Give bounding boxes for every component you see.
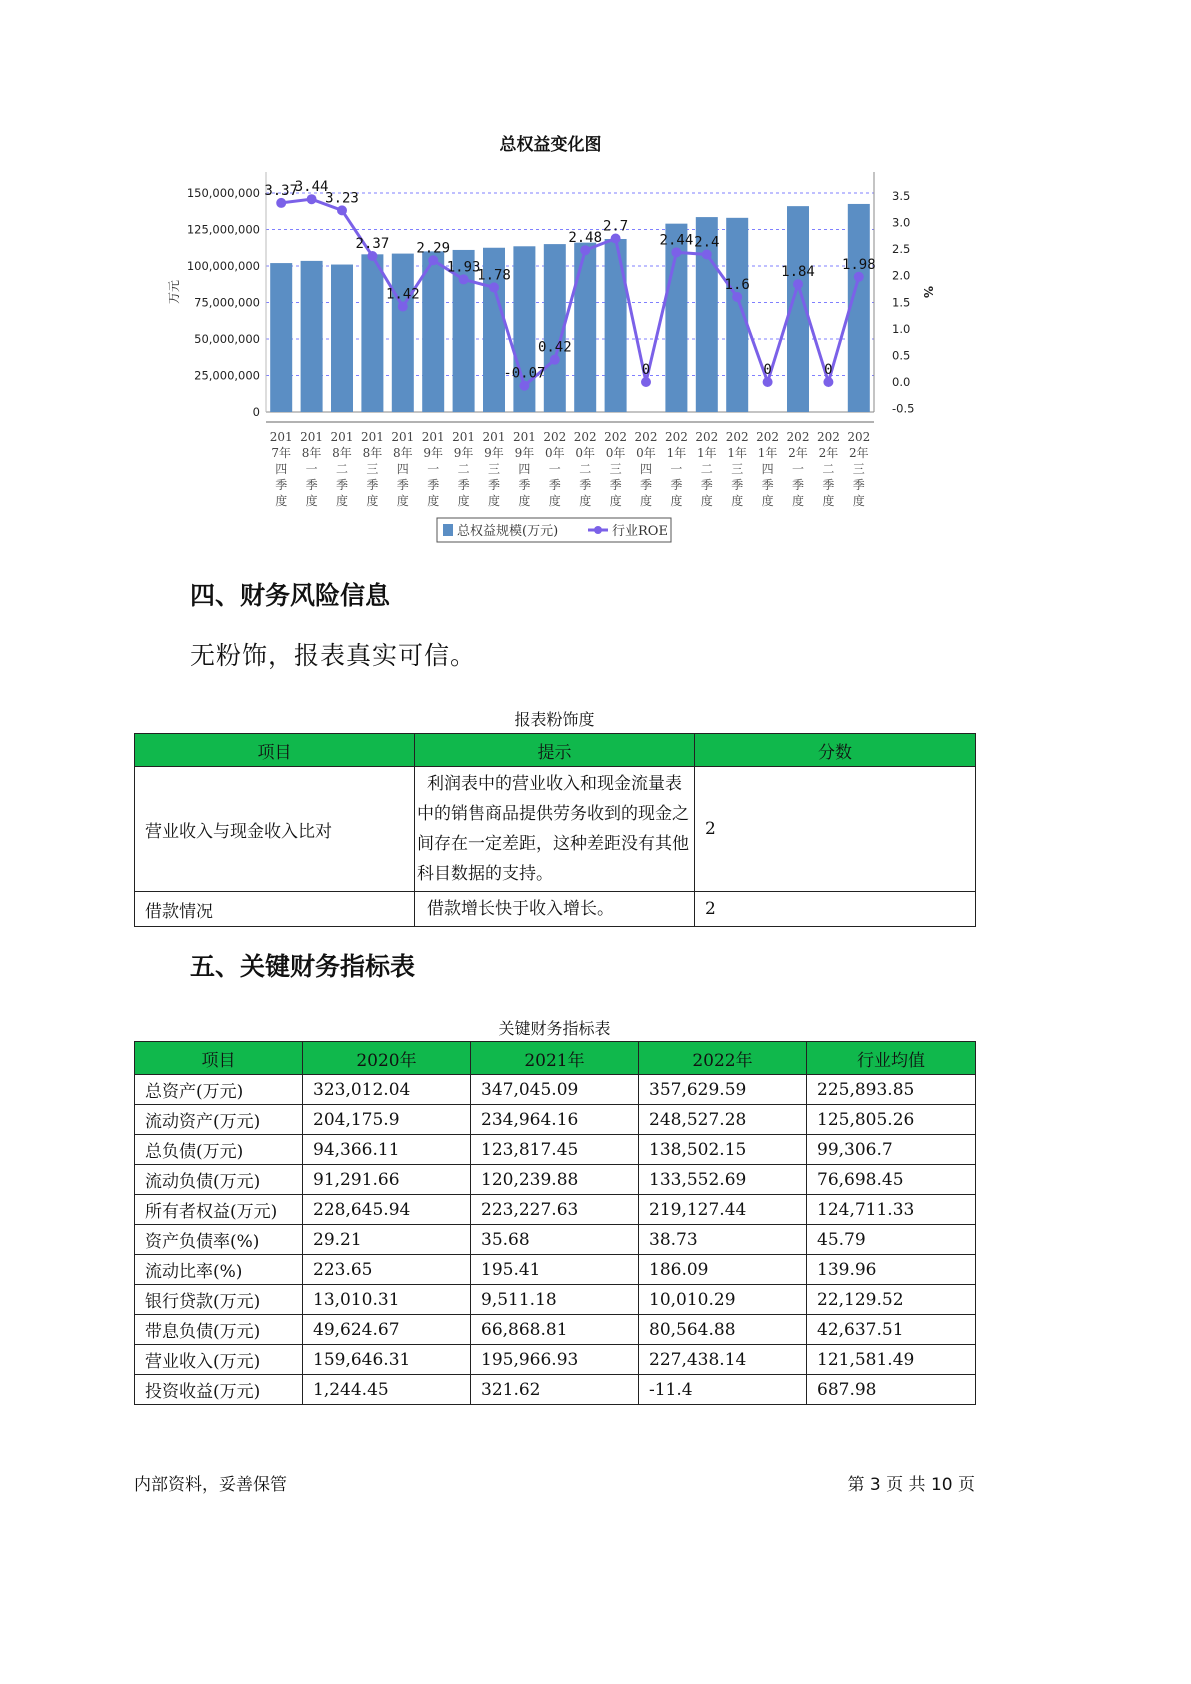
kpi-value: 323,012.04 xyxy=(303,1075,471,1105)
x-tick-label: 8年 xyxy=(362,446,383,460)
x-tick-label: 季 xyxy=(791,478,805,492)
risk-table xyxy=(134,733,976,927)
bar xyxy=(331,265,353,412)
risk-table-header xyxy=(135,734,976,767)
y2-tick-label: 1.0 xyxy=(892,321,911,336)
bar xyxy=(270,263,292,412)
risk-table-caption: 报表粉饰度 xyxy=(514,710,595,729)
x-tick-label: 季 xyxy=(396,478,409,492)
x-tick-label: 201 xyxy=(512,430,536,444)
y-tick-label: 125,000,000 xyxy=(186,222,260,237)
x-tick-label: 2年 xyxy=(848,446,869,460)
page-suffix: 页 xyxy=(958,1475,975,1495)
table-row xyxy=(135,767,976,892)
roe-point xyxy=(641,377,651,387)
x-tick-label: 0年 xyxy=(605,446,626,460)
x-tick-label: 202 xyxy=(816,430,840,444)
x-tick-label: 季 xyxy=(427,478,440,492)
roe-data-label: 2.29 xyxy=(416,240,451,257)
roe-point xyxy=(763,377,773,387)
y2-tick-label: 2.0 xyxy=(892,268,911,283)
kpi-value: 139.96 xyxy=(807,1255,976,1285)
y-tick-label: 0 xyxy=(252,405,260,419)
legend-bar-label: 总权益规模(万元) xyxy=(457,524,559,539)
kpi-value: 195.41 xyxy=(471,1255,639,1285)
x-tick-label: 度 xyxy=(548,494,561,508)
x-tick-label: 季 xyxy=(822,478,835,492)
x-tick-label: 9年 xyxy=(453,446,474,460)
x-tick-label: 季 xyxy=(761,478,774,492)
x-tick-label: 一 xyxy=(427,462,440,476)
roe-data-label: 2.4 xyxy=(694,234,720,251)
roe-data-label: 1.93 xyxy=(446,259,481,276)
x-tick-label: 三 xyxy=(487,462,501,476)
x-tick-label: 202 xyxy=(847,430,871,444)
x-tick-label: 202 xyxy=(695,430,719,444)
x-tick-label: 201 xyxy=(300,430,324,444)
kpi-value: 138,502.15 xyxy=(639,1135,807,1165)
kpi-value: 22,129.52 xyxy=(807,1285,976,1315)
roe-data-label: 0 xyxy=(824,362,833,378)
table-row xyxy=(135,1225,976,1255)
x-tick-label: 季 xyxy=(518,478,531,492)
footer-page-number xyxy=(848,1470,976,1495)
roe-data-label: 3.23 xyxy=(325,190,359,207)
table-row xyxy=(135,1135,976,1165)
x-tick-label: 度 xyxy=(761,494,774,508)
kpi-value: 35.68 xyxy=(471,1225,639,1255)
kpi-value: 10,010.29 xyxy=(639,1285,807,1315)
risk-header-hint: 提示 xyxy=(415,734,695,767)
roe-data-label: 0.42 xyxy=(537,339,572,356)
x-tick-label: 四 xyxy=(275,462,288,476)
y-tick-label: 50,000,000 xyxy=(194,332,260,346)
y-tick-label: 25,000,000 xyxy=(194,368,260,383)
kpi-value: 76,698.45 xyxy=(807,1165,976,1195)
x-tick-label: 0年 xyxy=(636,446,656,460)
roe-point xyxy=(550,355,560,365)
kpi-value: 13,010.31 xyxy=(303,1285,471,1315)
x-tick-label: 9年 xyxy=(514,446,535,460)
roe-point xyxy=(732,292,742,302)
risk-header-item: 项目 xyxy=(135,734,415,767)
table-row xyxy=(135,1285,976,1315)
x-tick-label: 二 xyxy=(700,462,713,476)
kpi-item: 流动负债(万元) xyxy=(135,1165,303,1195)
x-tick-label: 201 xyxy=(421,430,445,444)
kpi-table xyxy=(134,1041,976,1405)
risk-header-score: 分数 xyxy=(695,734,976,767)
x-tick-label: 202 xyxy=(604,430,628,444)
kpi-value: 234,964.16 xyxy=(471,1105,639,1135)
x-tick-label: 202 xyxy=(725,430,749,444)
y2-tick-label: 2.5 xyxy=(892,242,911,257)
kpi-value: 227,438.14 xyxy=(639,1345,807,1375)
kpi-table-caption: 关键财务指标表 xyxy=(498,1019,611,1038)
kpi-value: 347,045.09 xyxy=(471,1075,639,1105)
roe-data-label: -0.07 xyxy=(503,365,546,382)
risk-item: 营业收入与现金收入比对 xyxy=(135,767,415,892)
roe-point xyxy=(580,245,590,255)
x-tick-label: 季 xyxy=(366,478,379,492)
x-tick-label: 季 xyxy=(579,478,592,492)
x-tick-label: 1年 xyxy=(757,446,778,460)
x-tick-label: 201 xyxy=(360,430,384,444)
y2-axis-title: % xyxy=(921,285,935,299)
roe-point xyxy=(398,302,408,312)
x-tick-label: 度 xyxy=(579,494,592,508)
x-tick-label: 8年 xyxy=(392,446,413,460)
x-tick-label: 度 xyxy=(639,494,653,508)
kpi-value: 120,239.88 xyxy=(471,1165,639,1195)
x-tick-label: 度 xyxy=(518,494,531,508)
kpi-value: 321.62 xyxy=(471,1375,639,1405)
kpi-table-header xyxy=(135,1042,976,1075)
roe-data-label: 0 xyxy=(641,362,651,378)
x-tick-label: 8年 xyxy=(332,446,352,460)
x-tick-label: 202 xyxy=(573,430,597,444)
kpi-value: 159,646.31 xyxy=(303,1345,471,1375)
page-prefix: 第 xyxy=(847,1475,865,1495)
bar xyxy=(574,243,596,412)
x-tick-label: 202 xyxy=(664,430,688,444)
kpi-item: 流动比率(%) xyxy=(135,1255,303,1285)
legend-line-label: 行业ROE xyxy=(612,524,668,539)
x-tick-label: 0年 xyxy=(575,446,596,460)
kpi-value: 357,629.59 xyxy=(639,1075,807,1105)
x-tick-label: 202 xyxy=(634,430,658,444)
kpi-item: 资产负债率(%) xyxy=(135,1225,303,1255)
roe-data-label: 2.37 xyxy=(355,236,390,253)
y2-tick-label: 3.5 xyxy=(892,189,911,203)
table-row xyxy=(135,1075,976,1105)
x-tick-label: 季 xyxy=(457,478,470,492)
x-tick-label: 四 xyxy=(518,462,531,476)
kpi-value: 223,227.63 xyxy=(471,1195,639,1225)
bar xyxy=(422,251,444,412)
x-tick-label: 季 xyxy=(609,478,622,492)
roe-point xyxy=(519,381,529,391)
x-tick-label: 度 xyxy=(366,494,379,508)
roe-data-label: 1.84 xyxy=(781,264,815,281)
table-row xyxy=(135,1195,976,1225)
roe-data-label: 1.6 xyxy=(724,276,750,293)
x-tick-label: 8年 xyxy=(301,446,322,460)
kpi-item: 流动资产(万元) xyxy=(135,1105,303,1135)
x-tick-label: 一 xyxy=(670,462,683,476)
roe-data-label: 3.44 xyxy=(294,179,329,196)
roe-point xyxy=(307,194,317,204)
section-5-heading: 五、关键财务指标表 xyxy=(190,952,416,981)
x-tick-label: 季 xyxy=(305,478,318,492)
x-tick-label: 度 xyxy=(457,494,470,508)
x-tick-label: 季 xyxy=(335,478,349,492)
bar xyxy=(392,254,414,412)
kpi-value: 204,175.9 xyxy=(303,1105,471,1135)
equity-chart xyxy=(0,0,1101,560)
kpi-value: 687.98 xyxy=(807,1375,976,1405)
x-tick-label: 度 xyxy=(275,494,288,508)
kpi-value: 125,805.26 xyxy=(807,1105,976,1135)
bar xyxy=(605,239,627,412)
legend-line-marker xyxy=(594,526,602,534)
kpi-item: 所有者权益(万元) xyxy=(135,1195,303,1225)
table-row xyxy=(135,1345,976,1375)
kpi-value: 94,366.11 xyxy=(303,1135,471,1165)
kpi-value: 38.73 xyxy=(639,1225,807,1255)
footer-confidential: 内部资料，妥善保管 xyxy=(134,1475,287,1495)
x-tick-label: 度 xyxy=(305,494,318,508)
x-tick-label: 201 xyxy=(482,430,506,444)
x-tick-label: 202 xyxy=(543,430,567,444)
roe-point xyxy=(459,274,469,284)
kpi-value: 91,291.66 xyxy=(303,1165,471,1195)
x-tick-label: 1年 xyxy=(666,446,687,460)
roe-point xyxy=(489,282,499,292)
kpi-value: 99,306.7 xyxy=(807,1135,976,1165)
x-tick-label: 季 xyxy=(731,478,744,492)
x-tick-label: 度 xyxy=(731,494,744,508)
x-tick-label: 季 xyxy=(670,478,683,492)
risk-item: 借款情况 xyxy=(135,892,415,927)
x-tick-label: 度 xyxy=(700,494,713,508)
roe-point xyxy=(611,234,621,244)
x-tick-label: 一 xyxy=(548,462,561,476)
kpi-value: 45.79 xyxy=(807,1225,976,1255)
section-4-text: 无粉饰，报表真实可信。 xyxy=(190,641,477,670)
x-tick-label: 202 xyxy=(786,430,810,444)
kpi-value: 66,868.81 xyxy=(471,1315,639,1345)
kpi-header-item: 项目 xyxy=(135,1042,303,1075)
kpi-value: 42,637.51 xyxy=(807,1315,976,1345)
x-tick-label: 季 xyxy=(275,478,288,492)
x-tick-label: 四 xyxy=(639,462,653,476)
x-tick-label: 1年 xyxy=(727,446,748,460)
x-tick-label: 度 xyxy=(487,494,501,508)
y-tick-label: 100,000,000 xyxy=(186,259,260,273)
risk-hint: 利润表中的营业收入和现金流量表中的销售商品提供劳务收到的现金之间存在一定差距，这种差距没有其他科目数据的支持。 xyxy=(415,767,695,892)
kpi-item: 营业收入(万元) xyxy=(135,1345,303,1375)
x-tick-label: 季 xyxy=(487,478,501,492)
y-tick-label: 75,000,000 xyxy=(194,295,260,310)
kpi-value: 133,552.69 xyxy=(639,1165,807,1195)
x-tick-label: 1年 xyxy=(696,446,717,460)
page-current: 3 xyxy=(869,1475,881,1495)
roe-data-label: 0 xyxy=(763,362,772,378)
table-row xyxy=(135,1315,976,1345)
roe-data-label: 2.48 xyxy=(568,230,603,247)
page-mid: 页 共 xyxy=(886,1475,926,1495)
bar xyxy=(361,254,383,412)
y-tick-label: 150,000,000 xyxy=(186,186,260,200)
kpi-value: 124,711.33 xyxy=(807,1195,976,1225)
kpi-item: 带息负债(万元) xyxy=(135,1315,303,1345)
x-tick-label: 201 xyxy=(452,430,476,444)
kpi-item: 总资产(万元) xyxy=(135,1075,303,1105)
table-row xyxy=(135,892,976,927)
x-tick-label: 季 xyxy=(639,478,653,492)
kpi-value: 121,581.49 xyxy=(807,1345,976,1375)
legend-bar-swatch xyxy=(443,524,453,536)
x-tick-label: 四 xyxy=(761,462,774,476)
x-tick-label: 三 xyxy=(366,462,379,476)
x-tick-label: 度 xyxy=(791,494,805,508)
x-tick-label: 季 xyxy=(700,478,713,492)
kpi-item: 投资收益(万元) xyxy=(135,1375,303,1405)
x-tick-label: 度 xyxy=(335,494,349,508)
x-tick-label: 三 xyxy=(609,462,622,476)
roe-data-label: 1.78 xyxy=(477,267,511,284)
x-tick-label: 度 xyxy=(822,494,835,508)
roe-point xyxy=(337,205,347,215)
table-row xyxy=(135,1105,976,1135)
kpi-value: 186.09 xyxy=(639,1255,807,1285)
y2-tick-label: 1.5 xyxy=(892,295,911,310)
table-row xyxy=(135,1375,976,1405)
x-tick-label: 二 xyxy=(822,462,835,476)
kpi-value: 1,244.45 xyxy=(303,1375,471,1405)
x-tick-label: 202 xyxy=(756,430,780,444)
kpi-value: 225,893.85 xyxy=(807,1075,976,1105)
kpi-value: 123,817.45 xyxy=(471,1135,639,1165)
section-4-heading: 四、财务风险信息 xyxy=(190,581,391,610)
roe-data-label: 1.98 xyxy=(841,256,876,273)
y2-tick-label: 3.0 xyxy=(892,215,911,230)
x-tick-label: 9年 xyxy=(423,446,444,460)
roe-data-label: 2.44 xyxy=(659,232,694,249)
y-axis-title: 万元 xyxy=(167,279,181,305)
x-tick-label: 度 xyxy=(427,494,440,508)
roe-data-label: 3.37 xyxy=(264,182,299,199)
roe-point xyxy=(428,255,438,265)
roe-data-label: 1.42 xyxy=(385,286,420,303)
kpi-header-industry-avg: 行业均值 xyxy=(807,1042,976,1075)
kpi-item: 总负债(万元) xyxy=(135,1135,303,1165)
risk-hint: 借款增长快于收入增长。 xyxy=(415,892,695,927)
risk-score: 2 xyxy=(695,767,976,892)
roe-point xyxy=(276,198,286,208)
roe-data-label: 2.7 xyxy=(602,218,629,235)
roe-point xyxy=(671,247,681,257)
kpi-value: -11.4 xyxy=(639,1375,807,1405)
x-tick-label: 2年 xyxy=(818,446,839,460)
kpi-value: 29.21 xyxy=(303,1225,471,1255)
y2-tick-label: -0.5 xyxy=(892,401,915,416)
y2-tick-label: 0.5 xyxy=(892,348,911,363)
roe-point xyxy=(367,251,377,261)
kpi-value: 223.65 xyxy=(303,1255,471,1285)
x-tick-label: 201 xyxy=(330,430,354,444)
x-tick-label: 四 xyxy=(396,462,409,476)
page-total: 10 xyxy=(930,1475,953,1495)
x-tick-label: 三 xyxy=(852,462,865,476)
kpi-value: 80,564.88 xyxy=(639,1315,807,1345)
kpi-header-2022: 2022年 xyxy=(639,1042,807,1075)
x-tick-label: 二 xyxy=(457,462,470,476)
table-row xyxy=(135,1255,976,1285)
x-tick-label: 一 xyxy=(305,462,318,476)
kpi-header-2020: 2020年 xyxy=(303,1042,471,1075)
x-tick-label: 度 xyxy=(852,494,865,508)
x-tick-label: 季 xyxy=(548,478,561,492)
x-tick-label: 度 xyxy=(609,494,622,508)
kpi-header-2021: 2021年 xyxy=(471,1042,639,1075)
kpi-value: 9,511.18 xyxy=(471,1285,639,1315)
x-tick-label: 2年 xyxy=(788,446,808,460)
x-tick-label: 9年 xyxy=(484,446,504,460)
kpi-value: 248,527.28 xyxy=(639,1105,807,1135)
x-tick-label: 7年 xyxy=(271,446,292,460)
kpi-value: 195,966.93 xyxy=(471,1345,639,1375)
x-tick-label: 三 xyxy=(731,462,744,476)
x-tick-label: 0年 xyxy=(544,446,565,460)
table-row xyxy=(135,1165,976,1195)
x-tick-label: 二 xyxy=(335,462,349,476)
kpi-item: 银行贷款(万元) xyxy=(135,1285,303,1315)
roe-point xyxy=(702,249,712,259)
risk-score: 2 xyxy=(695,892,976,927)
roe-point xyxy=(854,272,864,282)
kpi-value: 49,624.67 xyxy=(303,1315,471,1345)
roe-point xyxy=(793,279,803,289)
x-tick-label: 度 xyxy=(670,494,683,508)
x-tick-label: 一 xyxy=(791,462,805,476)
kpi-value: 228,645.94 xyxy=(303,1195,471,1225)
bar xyxy=(301,261,323,412)
x-tick-label: 二 xyxy=(579,462,592,476)
chart-title: 总权益变化图 xyxy=(499,135,602,155)
roe-point xyxy=(823,377,833,387)
x-tick-label: 季 xyxy=(852,478,865,492)
kpi-value: 219,127.44 xyxy=(639,1195,807,1225)
x-tick-label: 201 xyxy=(391,430,415,444)
x-tick-label: 度 xyxy=(396,494,409,508)
y2-tick-label: 0.0 xyxy=(892,375,911,389)
x-tick-label: 201 xyxy=(269,430,293,444)
